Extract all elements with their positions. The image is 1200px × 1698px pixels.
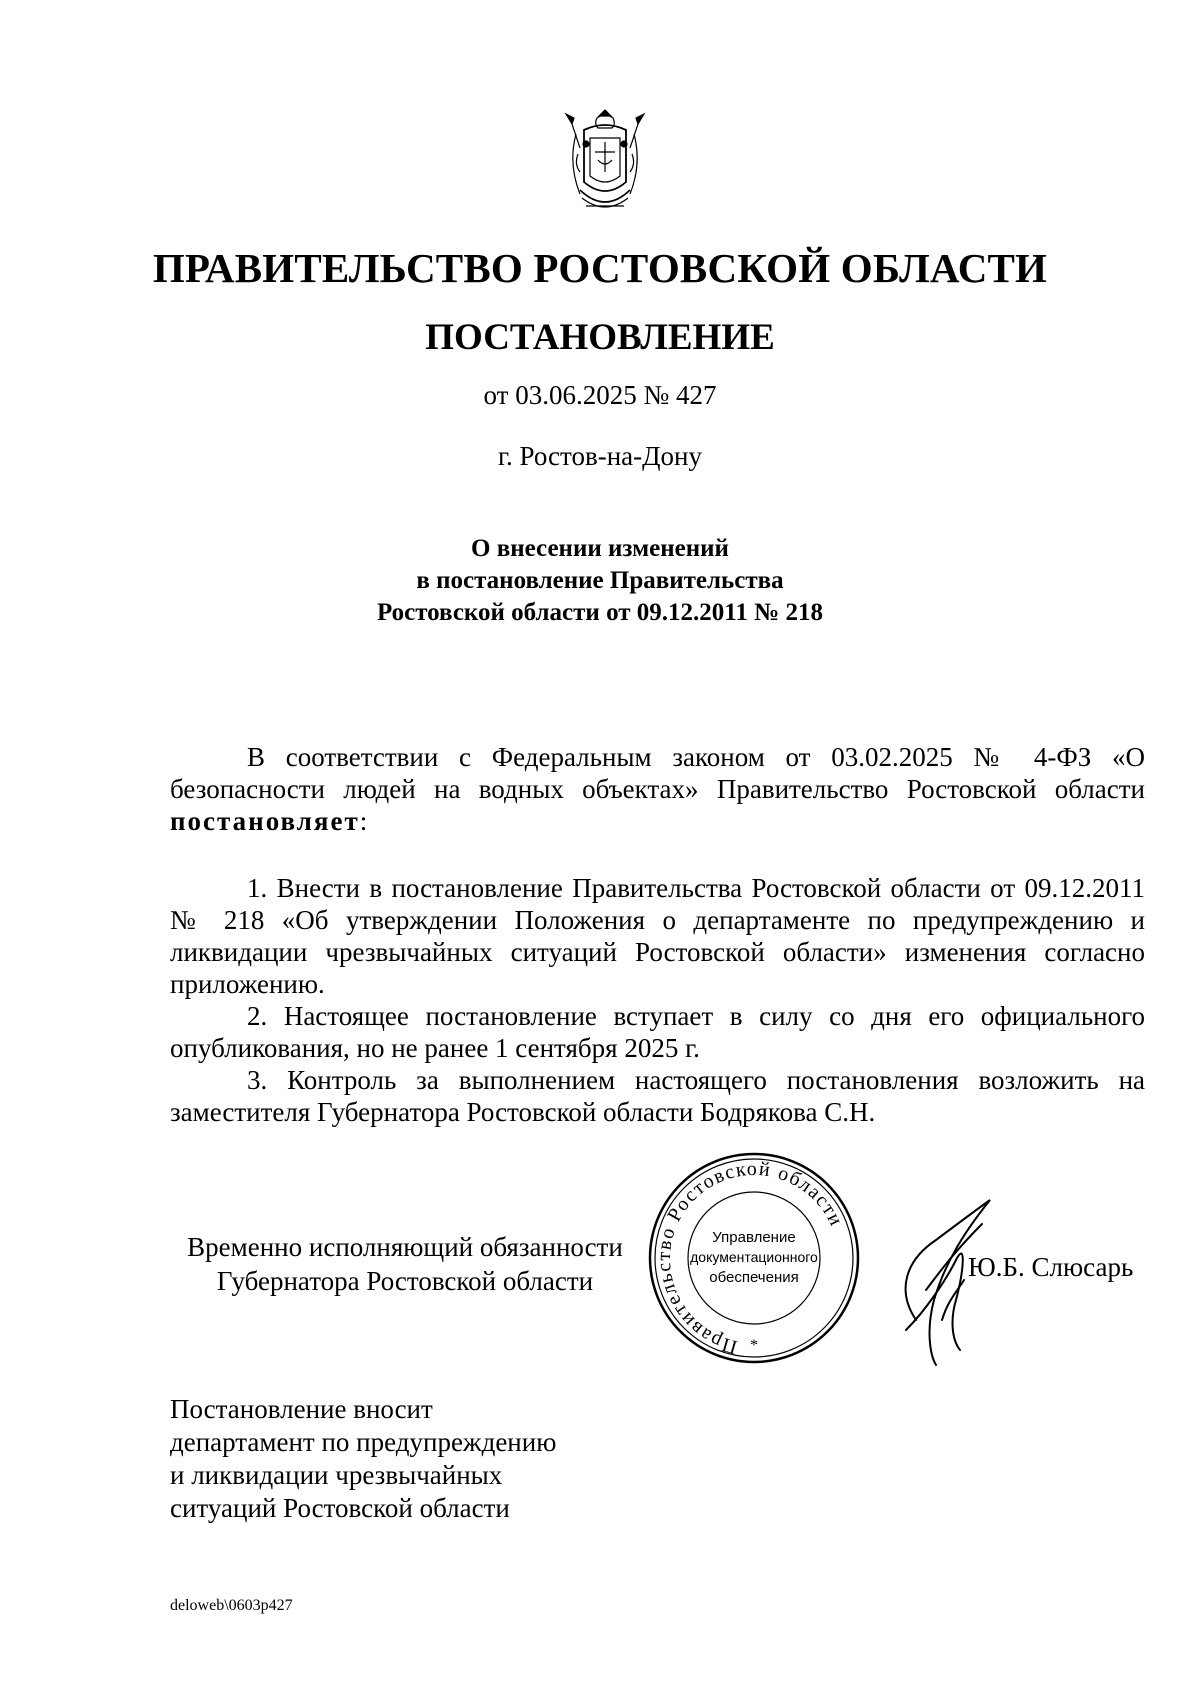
seal-ring-text: Правительство Ростовской области: [652, 1157, 848, 1359]
preamble-end: :: [359, 806, 368, 836]
resolution-item-1: 1. Внести в постановление Правительства Ростовской области от 09.12.2011 № 218 «Об утверждении Положения о департаменте по предупреждению и ликвидации чрезвычайных ситуаций Ростовской области» изменения согласно приложению.: [170, 873, 1145, 999]
preamble-emphasis: постановляет: [170, 806, 360, 836]
seal-inner-line-2: документационного: [690, 1249, 818, 1265]
government-title: ПРАВИТЕЛЬСТВО РОСТОВСКОЙ ОБЛАСТИ: [152, 245, 1048, 291]
signer-name: Ю.Б. Слюсарь: [968, 1252, 1134, 1282]
submitted-by-line-3: и ликвидации чрезвычайных: [170, 1460, 503, 1490]
resolution-item-2: 2. Настоящее постановление вступает в силу со дня его официального опубликования, но не ранее 1 сентября 2025 г.: [170, 1001, 1145, 1063]
date-number-line: от 03.06.2025 № 427: [483, 380, 717, 410]
subject-line-2: в постановление Правительства: [416, 567, 784, 594]
resolution-items: [170, 872, 1145, 1128]
submitted-by-block: [170, 1393, 556, 1525]
subject-line-3: Ростовской области от 09.12.2011 № 218: [376, 599, 824, 626]
signatory-position: [170, 1230, 640, 1298]
subject-line-1: О внесении изменений: [471, 535, 729, 562]
seal-inner-line-3: обеспечения: [709, 1269, 799, 1286]
coat-of-arms-emblem: [562, 104, 648, 220]
document-type-title: ПОСТАНОВЛЕНИЕ: [425, 317, 775, 358]
preamble-paragraph: [170, 741, 1145, 837]
seal-inner-line-1: Управление: [712, 1229, 796, 1246]
signatory-position-line-2: Губернатора Ростовской области: [216, 1266, 594, 1296]
city-line: г. Ростов-на-Дону: [497, 441, 702, 471]
official-seal-stamp: [645, 1150, 863, 1366]
preamble-text: В соответствии с Федеральным законом от 03.02.2025 № 4-ФЗ «О безопасности людей на водных объектах» Правительство Ростовской области: [170, 742, 1145, 804]
seal-star: *: [750, 1337, 758, 1354]
file-reference: deloweb\0603p427: [170, 1597, 293, 1614]
resolution-item-3: 3. Контроль за выполнением настоящего постановления возложить на заместителя Губернатора Ростовской области Бодрякова С.Н.: [170, 1065, 1145, 1127]
submitted-by-line-4: ситуаций Ростовской области: [170, 1493, 510, 1523]
subject-heading: [0, 533, 1200, 629]
signatory-position-line-1: Временно исполняющий обязанности: [187, 1232, 623, 1262]
submitted-by-line-1: Постановление вносит: [170, 1394, 433, 1424]
submitted-by-line-2: департамент по предупреждению: [170, 1427, 557, 1457]
